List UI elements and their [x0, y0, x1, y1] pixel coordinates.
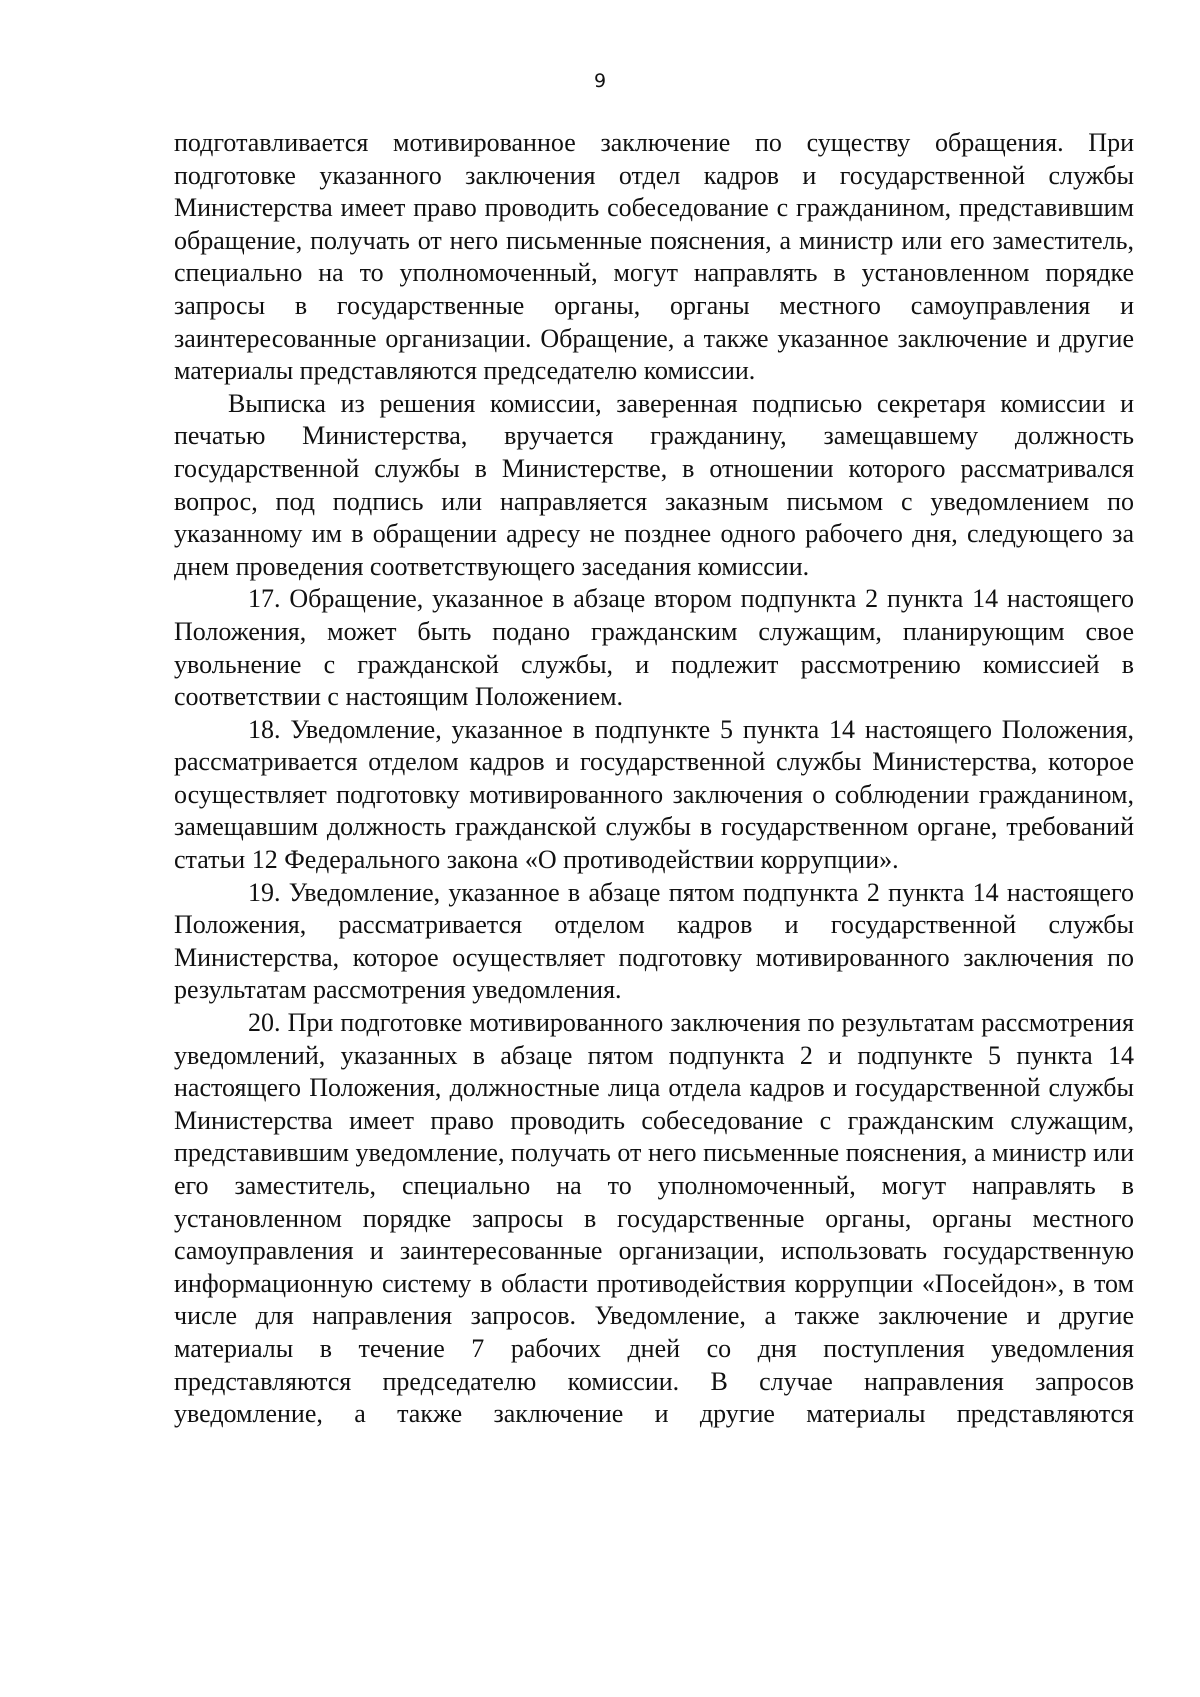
paragraph-19: 19. Уведомление, указанное в абзаце пятом подпункта 2 пункта 14 настоящего Положения, рассматривается отделом кадров и государственной службы Министерства, которое осуществляет подготовку мотивированного заключения по результатам рассмотрения уведомления.	[174, 877, 1134, 1005]
paragraph-20: 20. При подготовке мотивированного заключения по результатам рассмотрения уведомлений, указанных в абзаце пятом подпункта 2 и подпункте 5 пункта 14 настоящего Положения, должностные лица отдела кадров и государственной службы Министерства имеет право проводить собеседование с гражданским служащим, представившим уведомление, получать от него письменные пояснения, а министр или его заместитель, специально на то уполномоченный, могут направлять в установленном порядке запросы в государственные органы, органы местного самоуправления и заинтересованные организации, использовать государственную информационную систему в области противодействия коррупции «Посейдон», в том числе для направления запросов. Уведомление, а также заключение и другие материалы в течение 7 рабочих дней со дня поступления уведомления представляются председателю комиссии. В случае направления запросов уведомление, а также заключение и другие материалы представляются	[174, 1008, 1134, 1429]
paragraph-18: 18. Уведомление, указанное в подпункте 5 пункта 14 настоящего Положения, рассматривается отделом кадров и государственной службы Министерства, которое осуществляет подготовку мотивированного заключения о соблюдении гражданином, замещавшим должность гражданской службы в государственном органе, требований статьи 12 Федерального закона «О противодействии коррупции».	[174, 714, 1134, 875]
document-body	[174, 127, 1134, 1431]
paragraph-extract: Выписка из решения комиссии, заверенная подписью секретаря комиссии и печатью Министерства, вручается гражданину, замещавшему должность государственной службы в Министерстве, в отношении которого рассматривался вопрос, под подпись или направляется заказным письмом с уведомлением по указанному им в обращении адресу не позднее одного рабочего дня, следующего за днем проведения соответствующего заседания комиссии.	[174, 388, 1134, 581]
page-number: 9	[593, 70, 607, 92]
paragraph-17: 17. Обращение, указанное в абзаце втором подпункта 2 пункта 14 настоящего Положения, может быть подано гражданским служащим, планирующим свое увольнение с гражданской службы, и подлежит рассмотрению комиссией в соответствии с настоящим Положением.	[174, 584, 1134, 712]
paragraph-continuation: подготавливается мотивированное заключение по существу обращения. При подготовке указанного заключения отдел кадров и государственной службы Министерства имеет право проводить собеседование с гражданином, представившим обращение, получать от него письменные пояснения, а министр или его заместитель, специально на то уполномоченный, могут направлять в установленном порядке запросы в государственные органы, органы местного самоуправления и заинтересованные организации. Обращение, а также указанное заключение и другие материалы представляются председателю комиссии.	[174, 128, 1134, 386]
